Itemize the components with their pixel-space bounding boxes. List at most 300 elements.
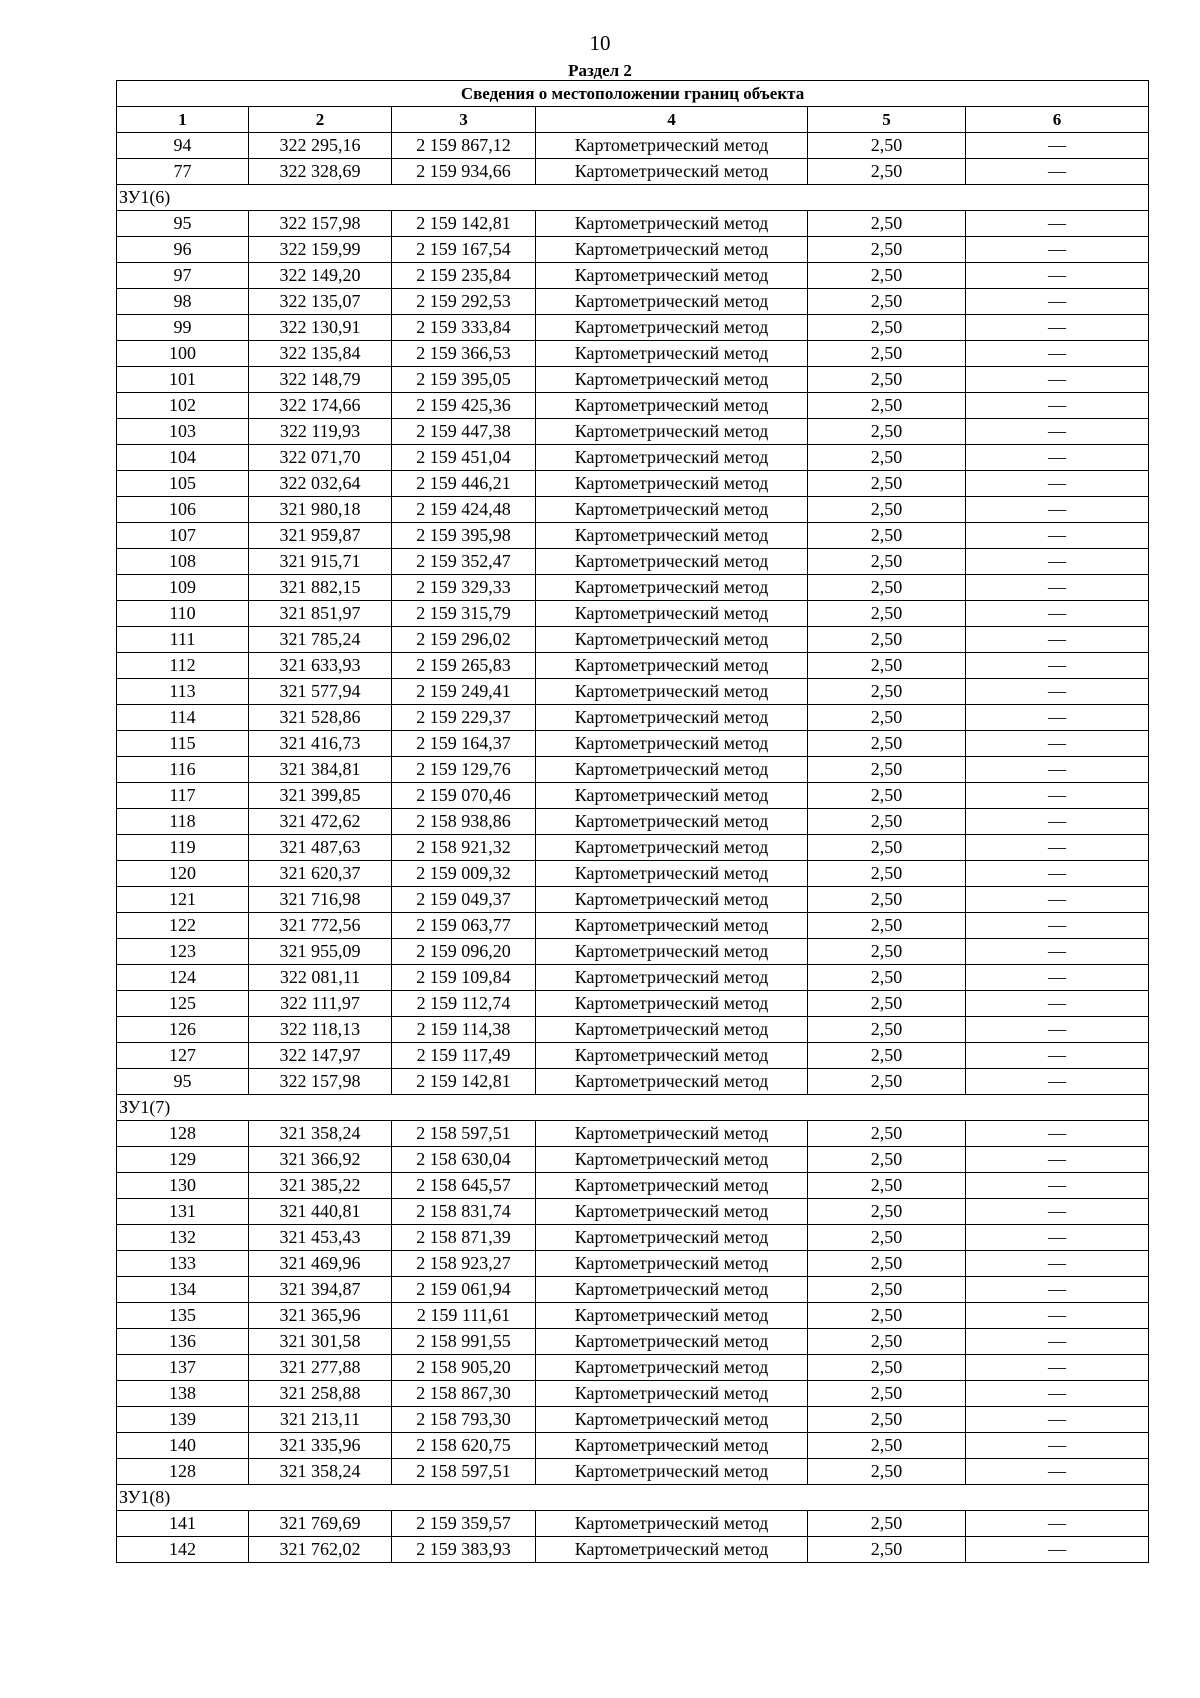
description-cell: — [966, 159, 1149, 185]
group-label: ЗУ1(6) [117, 185, 1149, 211]
x-coordinate-cell: 321 469,96 [249, 1251, 392, 1277]
description-cell: — [966, 965, 1149, 991]
accuracy-cell: 2,50 [808, 1511, 966, 1537]
x-coordinate-cell: 321 277,88 [249, 1355, 392, 1381]
x-coordinate-cell: 322 147,97 [249, 1043, 392, 1069]
x-coordinate-cell: 321 365,96 [249, 1303, 392, 1329]
description-cell: — [966, 1017, 1149, 1043]
table-row [117, 1381, 1149, 1407]
description-cell: — [966, 627, 1149, 653]
x-coordinate-cell: 321 301,58 [249, 1329, 392, 1355]
y-coordinate-cell: 2 159 167,54 [392, 237, 536, 263]
accuracy-cell: 2,50 [808, 1147, 966, 1173]
description-cell: — [966, 1407, 1149, 1433]
table-row [117, 445, 1149, 471]
x-coordinate-cell: 321 385,22 [249, 1173, 392, 1199]
description-cell: — [966, 939, 1149, 965]
description-cell: — [966, 1511, 1149, 1537]
accuracy-cell: 2,50 [808, 211, 966, 237]
point-number-cell: 100 [117, 341, 249, 367]
accuracy-cell: 2,50 [808, 471, 966, 497]
x-coordinate-cell: 322 157,98 [249, 211, 392, 237]
point-number-cell: 127 [117, 1043, 249, 1069]
description-cell: — [966, 783, 1149, 809]
description-cell: — [966, 861, 1149, 887]
point-number-cell: 125 [117, 991, 249, 1017]
x-coordinate-cell: 321 633,93 [249, 653, 392, 679]
table-caption: Сведения о местоположении границ объекта [117, 81, 1149, 107]
y-coordinate-cell: 2 158 793,30 [392, 1407, 536, 1433]
column-number: 1 [117, 107, 249, 133]
x-coordinate-cell: 321 785,24 [249, 627, 392, 653]
y-coordinate-cell: 2 159 867,12 [392, 133, 536, 159]
accuracy-cell: 2,50 [808, 991, 966, 1017]
accuracy-cell: 2,50 [808, 1329, 966, 1355]
accuracy-cell: 2,50 [808, 445, 966, 471]
description-cell: — [966, 1537, 1149, 1563]
description-cell: — [966, 679, 1149, 705]
point-number-cell: 115 [117, 731, 249, 757]
y-coordinate-cell: 2 158 597,51 [392, 1459, 536, 1485]
accuracy-cell: 2,50 [808, 653, 966, 679]
x-coordinate-cell: 321 716,98 [249, 887, 392, 913]
table-row [117, 1537, 1149, 1563]
table-row [117, 523, 1149, 549]
method-cell: Картометрический метод [536, 939, 808, 965]
method-cell: Картометрический метод [536, 159, 808, 185]
x-coordinate-cell: 321 762,02 [249, 1537, 392, 1563]
x-coordinate-cell: 321 394,87 [249, 1277, 392, 1303]
accuracy-cell: 2,50 [808, 601, 966, 627]
method-cell: Картометрический метод [536, 1043, 808, 1069]
description-cell: — [966, 1147, 1149, 1173]
y-coordinate-cell: 2 159 425,36 [392, 393, 536, 419]
accuracy-cell: 2,50 [808, 1381, 966, 1407]
point-number-cell: 141 [117, 1511, 249, 1537]
accuracy-cell: 2,50 [808, 679, 966, 705]
accuracy-cell: 2,50 [808, 965, 966, 991]
accuracy-cell: 2,50 [808, 835, 966, 861]
y-coordinate-cell: 2 158 905,20 [392, 1355, 536, 1381]
table-row [117, 601, 1149, 627]
accuracy-cell: 2,50 [808, 549, 966, 575]
table-row [117, 627, 1149, 653]
accuracy-cell: 2,50 [808, 1277, 966, 1303]
table-row [117, 1121, 1149, 1147]
method-cell: Картометрический метод [536, 1121, 808, 1147]
description-cell: — [966, 289, 1149, 315]
y-coordinate-cell: 2 159 315,79 [392, 601, 536, 627]
y-coordinate-cell: 2 159 096,20 [392, 939, 536, 965]
description-cell: — [966, 1433, 1149, 1459]
point-number-cell: 130 [117, 1173, 249, 1199]
x-coordinate-cell: 321 453,43 [249, 1225, 392, 1251]
method-cell: Картометрический метод [536, 367, 808, 393]
x-coordinate-cell: 321 399,85 [249, 783, 392, 809]
description-cell: — [966, 705, 1149, 731]
method-cell: Картометрический метод [536, 393, 808, 419]
description-cell: — [966, 1199, 1149, 1225]
description-cell: — [966, 835, 1149, 861]
accuracy-cell: 2,50 [808, 913, 966, 939]
method-cell: Картометрический метод [536, 445, 808, 471]
y-coordinate-cell: 2 159 049,37 [392, 887, 536, 913]
method-cell: Картометрический метод [536, 653, 808, 679]
y-coordinate-cell: 2 159 934,66 [392, 159, 536, 185]
description-cell: — [966, 757, 1149, 783]
table-row [117, 731, 1149, 757]
description-cell: — [966, 1251, 1149, 1277]
point-number-cell: 122 [117, 913, 249, 939]
table-row [117, 783, 1149, 809]
description-cell: — [966, 1121, 1149, 1147]
method-cell: Картометрический метод [536, 575, 808, 601]
description-cell: — [966, 237, 1149, 263]
table-row [117, 289, 1149, 315]
table-row [117, 1433, 1149, 1459]
x-coordinate-cell: 321 915,71 [249, 549, 392, 575]
description-cell: — [966, 1043, 1149, 1069]
accuracy-cell: 2,50 [808, 159, 966, 185]
point-number-cell: 123 [117, 939, 249, 965]
accuracy-cell: 2,50 [808, 757, 966, 783]
description-cell: — [966, 1329, 1149, 1355]
description-cell: — [966, 315, 1149, 341]
group-row [117, 1095, 1149, 1121]
description-cell: — [966, 497, 1149, 523]
accuracy-cell: 2,50 [808, 1225, 966, 1251]
table-row [117, 835, 1149, 861]
method-cell: Картометрический метод [536, 835, 808, 861]
description-cell: — [966, 991, 1149, 1017]
column-number: 3 [392, 107, 536, 133]
accuracy-cell: 2,50 [808, 939, 966, 965]
y-coordinate-cell: 2 159 352,47 [392, 549, 536, 575]
point-number-cell: 96 [117, 237, 249, 263]
x-coordinate-cell: 321 384,81 [249, 757, 392, 783]
method-cell: Картометрический метод [536, 471, 808, 497]
x-coordinate-cell: 321 955,09 [249, 939, 392, 965]
method-cell: Картометрический метод [536, 1199, 808, 1225]
method-cell: Картометрический метод [536, 1069, 808, 1095]
method-cell: Картометрический метод [536, 1303, 808, 1329]
method-cell: Картометрический метод [536, 133, 808, 159]
column-number-row [117, 107, 1149, 133]
method-cell: Картометрический метод [536, 965, 808, 991]
point-number-cell: 136 [117, 1329, 249, 1355]
y-coordinate-cell: 2 159 395,98 [392, 523, 536, 549]
description-cell: — [966, 731, 1149, 757]
x-coordinate-cell: 322 149,20 [249, 263, 392, 289]
y-coordinate-cell: 2 158 620,75 [392, 1433, 536, 1459]
table-row [117, 679, 1149, 705]
method-cell: Картометрический метод [536, 549, 808, 575]
method-cell: Картометрический метод [536, 1329, 808, 1355]
x-coordinate-cell: 322 111,97 [249, 991, 392, 1017]
point-number-cell: 120 [117, 861, 249, 887]
point-number-cell: 131 [117, 1199, 249, 1225]
x-coordinate-cell: 321 528,86 [249, 705, 392, 731]
description-cell: — [966, 211, 1149, 237]
description-cell: — [966, 1459, 1149, 1485]
y-coordinate-cell: 2 158 645,57 [392, 1173, 536, 1199]
y-coordinate-cell: 2 158 921,32 [392, 835, 536, 861]
group-label: ЗУ1(7) [117, 1095, 1149, 1121]
y-coordinate-cell: 2 158 871,39 [392, 1225, 536, 1251]
accuracy-cell: 2,50 [808, 783, 966, 809]
accuracy-cell: 2,50 [808, 575, 966, 601]
y-coordinate-cell: 2 158 923,27 [392, 1251, 536, 1277]
group-label: ЗУ1(8) [117, 1485, 1149, 1511]
point-number-cell: 140 [117, 1433, 249, 1459]
method-cell: Картометрический метод [536, 861, 808, 887]
table-row [117, 341, 1149, 367]
point-number-cell: 110 [117, 601, 249, 627]
accuracy-cell: 2,50 [808, 1355, 966, 1381]
point-number-cell: 111 [117, 627, 249, 653]
point-number-cell: 101 [117, 367, 249, 393]
method-cell: Картометрический метод [536, 1537, 808, 1563]
point-number-cell: 139 [117, 1407, 249, 1433]
description-cell: — [966, 445, 1149, 471]
x-coordinate-cell: 321 882,15 [249, 575, 392, 601]
y-coordinate-cell: 2 159 063,77 [392, 913, 536, 939]
method-cell: Картометрический метод [536, 679, 808, 705]
accuracy-cell: 2,50 [808, 1199, 966, 1225]
method-cell: Картометрический метод [536, 1225, 808, 1251]
table-row [117, 653, 1149, 679]
point-number-cell: 105 [117, 471, 249, 497]
description-cell: — [966, 809, 1149, 835]
point-number-cell: 129 [117, 1147, 249, 1173]
y-coordinate-cell: 2 159 424,48 [392, 497, 536, 523]
point-number-cell: 94 [117, 133, 249, 159]
accuracy-cell: 2,50 [808, 1043, 966, 1069]
column-number: 5 [808, 107, 966, 133]
table-row [117, 1225, 1149, 1251]
y-coordinate-cell: 2 158 867,30 [392, 1381, 536, 1407]
x-coordinate-cell: 322 295,16 [249, 133, 392, 159]
description-cell: — [966, 1303, 1149, 1329]
y-coordinate-cell: 2 158 597,51 [392, 1121, 536, 1147]
x-coordinate-cell: 321 769,69 [249, 1511, 392, 1537]
point-number-cell: 107 [117, 523, 249, 549]
table-row [117, 809, 1149, 835]
y-coordinate-cell: 2 159 296,02 [392, 627, 536, 653]
table-row [117, 471, 1149, 497]
x-coordinate-cell: 322 130,91 [249, 315, 392, 341]
table-row [117, 1251, 1149, 1277]
accuracy-cell: 2,50 [808, 237, 966, 263]
table-row [117, 549, 1149, 575]
x-coordinate-cell: 321 440,81 [249, 1199, 392, 1225]
method-cell: Картометрический метод [536, 1381, 808, 1407]
table-row [117, 1511, 1149, 1537]
description-cell: — [966, 367, 1149, 393]
x-coordinate-cell: 321 959,87 [249, 523, 392, 549]
accuracy-cell: 2,50 [808, 419, 966, 445]
method-cell: Картометрический метод [536, 913, 808, 939]
x-coordinate-cell: 321 620,37 [249, 861, 392, 887]
method-cell: Картометрический метод [536, 1147, 808, 1173]
point-number-cell: 134 [117, 1277, 249, 1303]
method-cell: Картометрический метод [536, 419, 808, 445]
y-coordinate-cell: 2 159 109,84 [392, 965, 536, 991]
method-cell: Картометрический метод [536, 757, 808, 783]
x-coordinate-cell: 321 213,11 [249, 1407, 392, 1433]
point-number-cell: 106 [117, 497, 249, 523]
table-row [117, 757, 1149, 783]
method-cell: Картометрический метод [536, 1251, 808, 1277]
method-cell: Картометрический метод [536, 991, 808, 1017]
description-cell: — [966, 263, 1149, 289]
x-coordinate-cell: 322 119,93 [249, 419, 392, 445]
x-coordinate-cell: 322 081,11 [249, 965, 392, 991]
table-row [117, 263, 1149, 289]
y-coordinate-cell: 2 159 451,04 [392, 445, 536, 471]
table-row [117, 1199, 1149, 1225]
accuracy-cell: 2,50 [808, 705, 966, 731]
x-coordinate-cell: 322 135,84 [249, 341, 392, 367]
table-row [117, 1173, 1149, 1199]
table-row [117, 913, 1149, 939]
x-coordinate-cell: 321 851,97 [249, 601, 392, 627]
boundary-coordinates-table [116, 80, 1149, 1563]
accuracy-cell: 2,50 [808, 341, 966, 367]
point-number-cell: 95 [117, 1069, 249, 1095]
point-number-cell: 113 [117, 679, 249, 705]
y-coordinate-cell: 2 159 229,37 [392, 705, 536, 731]
y-coordinate-cell: 2 159 265,83 [392, 653, 536, 679]
y-coordinate-cell: 2 159 117,49 [392, 1043, 536, 1069]
point-number-cell: 98 [117, 289, 249, 315]
accuracy-cell: 2,50 [808, 497, 966, 523]
accuracy-cell: 2,50 [808, 1407, 966, 1433]
point-number-cell: 135 [117, 1303, 249, 1329]
table-row [117, 575, 1149, 601]
method-cell: Картометрический метод [536, 237, 808, 263]
point-number-cell: 124 [117, 965, 249, 991]
accuracy-cell: 2,50 [808, 133, 966, 159]
method-cell: Картометрический метод [536, 315, 808, 341]
method-cell: Картометрический метод [536, 1355, 808, 1381]
table-row [117, 705, 1149, 731]
description-cell: — [966, 549, 1149, 575]
description-cell: — [966, 133, 1149, 159]
y-coordinate-cell: 2 159 142,81 [392, 1069, 536, 1095]
y-coordinate-cell: 2 159 446,21 [392, 471, 536, 497]
y-coordinate-cell: 2 159 235,84 [392, 263, 536, 289]
accuracy-cell: 2,50 [808, 731, 966, 757]
table-row [117, 1017, 1149, 1043]
description-cell: — [966, 653, 1149, 679]
y-coordinate-cell: 2 158 630,04 [392, 1147, 536, 1173]
accuracy-cell: 2,50 [808, 1459, 966, 1485]
x-coordinate-cell: 321 358,24 [249, 1121, 392, 1147]
point-number-cell: 118 [117, 809, 249, 835]
description-cell: — [966, 1355, 1149, 1381]
accuracy-cell: 2,50 [808, 289, 966, 315]
description-cell: — [966, 1225, 1149, 1251]
point-number-cell: 116 [117, 757, 249, 783]
table-row [117, 1355, 1149, 1381]
y-coordinate-cell: 2 159 164,37 [392, 731, 536, 757]
y-coordinate-cell: 2 159 366,53 [392, 341, 536, 367]
group-row [117, 1485, 1149, 1511]
accuracy-cell: 2,50 [808, 1173, 966, 1199]
method-cell: Картометрический метод [536, 601, 808, 627]
point-number-cell: 99 [117, 315, 249, 341]
point-number-cell: 77 [117, 159, 249, 185]
y-coordinate-cell: 2 159 111,61 [392, 1303, 536, 1329]
y-coordinate-cell: 2 159 359,57 [392, 1511, 536, 1537]
point-number-cell: 132 [117, 1225, 249, 1251]
table-row [117, 393, 1149, 419]
method-cell: Картометрический метод [536, 1017, 808, 1043]
description-cell: — [966, 471, 1149, 497]
x-coordinate-cell: 321 258,88 [249, 1381, 392, 1407]
point-number-cell: 108 [117, 549, 249, 575]
section-title: Раздел 2 [568, 61, 632, 80]
y-coordinate-cell: 2 159 112,74 [392, 991, 536, 1017]
accuracy-cell: 2,50 [808, 1017, 966, 1043]
accuracy-cell: 2,50 [808, 1303, 966, 1329]
y-coordinate-cell: 2 159 009,32 [392, 861, 536, 887]
table-row [117, 1407, 1149, 1433]
x-coordinate-cell: 321 416,73 [249, 731, 392, 757]
table-row [117, 211, 1149, 237]
accuracy-cell: 2,50 [808, 1121, 966, 1147]
method-cell: Картометрический метод [536, 1511, 808, 1537]
description-cell: — [966, 419, 1149, 445]
accuracy-cell: 2,50 [808, 809, 966, 835]
point-number-cell: 119 [117, 835, 249, 861]
x-coordinate-cell: 321 577,94 [249, 679, 392, 705]
table-row [117, 1277, 1149, 1303]
description-cell: — [966, 523, 1149, 549]
point-number-cell: 95 [117, 211, 249, 237]
table-row [117, 1303, 1149, 1329]
accuracy-cell: 2,50 [808, 861, 966, 887]
x-coordinate-cell: 322 157,98 [249, 1069, 392, 1095]
point-number-cell: 114 [117, 705, 249, 731]
x-coordinate-cell: 321 980,18 [249, 497, 392, 523]
method-cell: Картометрический метод [536, 1459, 808, 1485]
method-cell: Картометрический метод [536, 627, 808, 653]
point-number-cell: 104 [117, 445, 249, 471]
method-cell: Картометрический метод [536, 705, 808, 731]
x-coordinate-cell: 321 472,62 [249, 809, 392, 835]
description-cell: — [966, 575, 1149, 601]
method-cell: Картометрический метод [536, 783, 808, 809]
point-number-cell: 138 [117, 1381, 249, 1407]
method-cell: Картометрический метод [536, 1433, 808, 1459]
point-number-cell: 142 [117, 1537, 249, 1563]
description-cell: — [966, 1277, 1149, 1303]
table-row [117, 887, 1149, 913]
point-number-cell: 112 [117, 653, 249, 679]
method-cell: Картометрический метод [536, 1277, 808, 1303]
accuracy-cell: 2,50 [808, 627, 966, 653]
accuracy-cell: 2,50 [808, 393, 966, 419]
table-row [117, 1147, 1149, 1173]
table-row [117, 367, 1149, 393]
table-caption-row [117, 81, 1149, 107]
method-cell: Картометрический метод [536, 1407, 808, 1433]
y-coordinate-cell: 2 159 292,53 [392, 289, 536, 315]
point-number-cell: 121 [117, 887, 249, 913]
y-coordinate-cell: 2 159 114,38 [392, 1017, 536, 1043]
